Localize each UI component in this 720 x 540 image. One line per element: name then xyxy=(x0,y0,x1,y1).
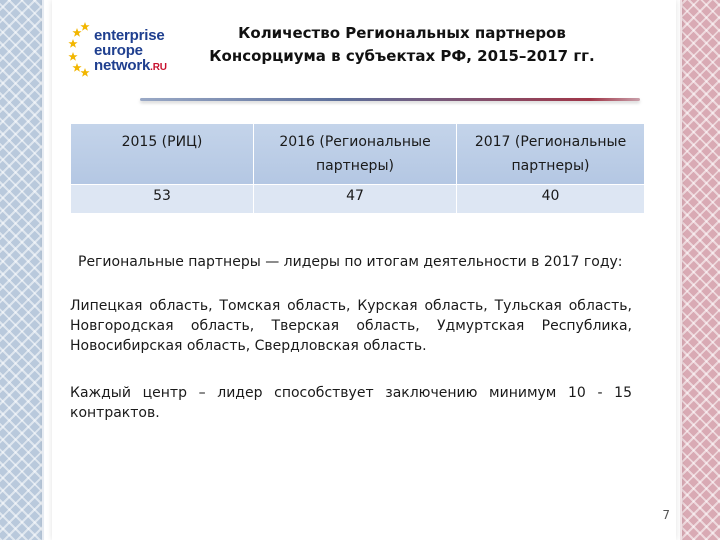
table-row xyxy=(71,185,645,214)
title-line-2: Консорциума в субъектах РФ, 2015–2017 гг. xyxy=(209,47,595,65)
logo-line-network xyxy=(94,58,167,75)
title-line-1: Количество Региональных партнеров xyxy=(238,24,566,42)
leaders-heading: Региональные партнеры — лидеры по итогам деятельности в 2017 году: xyxy=(78,254,623,270)
value-2017: 40 xyxy=(457,185,645,214)
logo-line-enterprise: enterprise xyxy=(94,27,165,44)
partners-table xyxy=(70,124,644,213)
value-2015: 53 xyxy=(71,185,254,214)
header-2016: 2016 (Региональные партнеры) xyxy=(254,124,457,185)
slide xyxy=(52,0,676,540)
right-decorative-border xyxy=(680,0,720,540)
contracts-note: Каждый центр – лидер способствует заключению минимум 10 - 15 контрактов. xyxy=(70,385,632,421)
header-2015: 2015 (РИЦ) xyxy=(71,124,254,185)
table-header-row xyxy=(71,124,645,185)
left-decorative-border xyxy=(0,0,44,540)
logo-network-word: network xyxy=(94,57,151,74)
slide-title xyxy=(202,22,602,68)
regions-list: Липецкая область, Томская область, Курская область, Тульская область, Новгородская область, Тверская область, Удмуртская Республика, Новосибирская область, Свердловская область. xyxy=(70,298,632,354)
logo-ru-suffix: .RU xyxy=(150,62,167,73)
header-2017: 2017 (Региональные партнеры) xyxy=(457,124,645,185)
page-number: 7 xyxy=(662,508,670,522)
logo-text xyxy=(94,28,167,75)
value-2016: 47 xyxy=(254,185,457,214)
title-divider xyxy=(140,98,640,101)
eu-stars-icon xyxy=(68,20,92,80)
enterprise-europe-network-logo xyxy=(68,16,178,86)
logo-line-europe: europe xyxy=(94,42,143,59)
